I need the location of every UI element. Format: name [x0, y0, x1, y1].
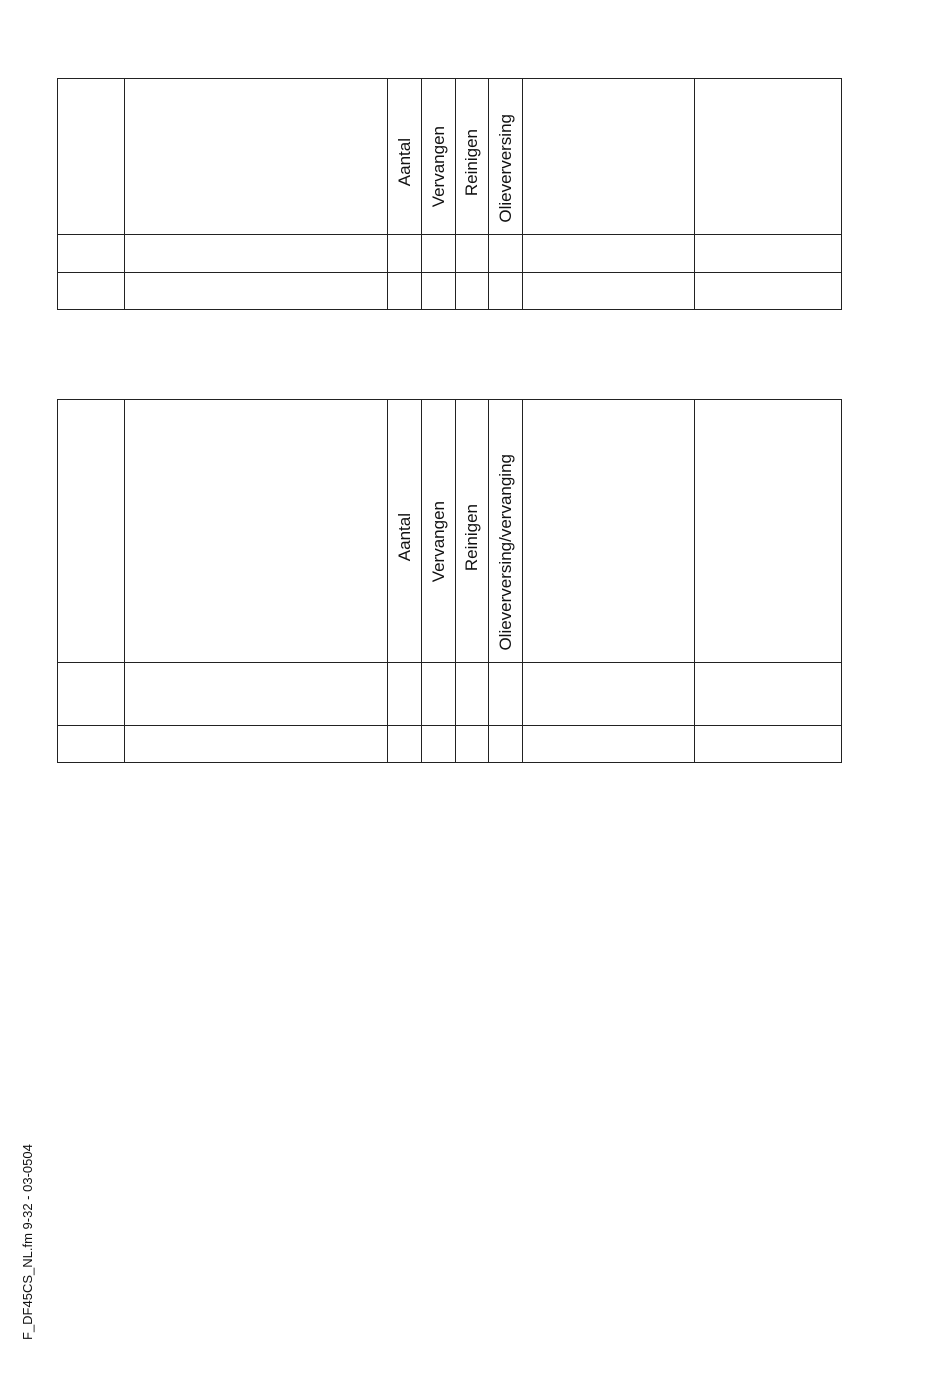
table-cell — [387, 663, 421, 725]
maintenance-table-2 — [57, 399, 842, 763]
maintenance-table-1 — [57, 78, 842, 310]
header-label-aantal: Aantal — [394, 512, 414, 561]
header-cell-blank-1 — [522, 79, 694, 234]
header-cell-reinigen — [455, 79, 488, 234]
table-cell — [455, 273, 488, 309]
table-cell — [124, 726, 387, 762]
table-cell — [694, 663, 841, 725]
table-cell — [387, 726, 421, 762]
table-cell — [124, 235, 387, 272]
table-cell — [455, 726, 488, 762]
table-cell — [58, 663, 124, 725]
table-cell — [387, 235, 421, 272]
table-cell — [488, 235, 522, 272]
table-row — [58, 725, 841, 762]
table-cell — [421, 235, 455, 272]
header-cell-blank-1 — [522, 400, 694, 662]
header-label-vervangen: Vervangen — [428, 125, 448, 207]
table-cell — [522, 663, 694, 725]
table-cell — [522, 726, 694, 762]
header-cell-description — [124, 400, 387, 662]
table-cell — [694, 726, 841, 762]
header-label-aantal: Aantal — [394, 137, 414, 186]
header-cell-number — [58, 400, 124, 662]
header-label-reinigen: Reinigen — [462, 503, 481, 571]
header-cell-reinigen — [455, 400, 488, 662]
header-cell-olieverversing — [488, 79, 522, 234]
table-cell — [488, 663, 522, 725]
header-cell-number — [58, 79, 124, 234]
table-cell — [522, 235, 694, 272]
header-label-reinigen: Reinigen — [462, 128, 481, 196]
table-cell — [421, 273, 455, 309]
table-row — [58, 272, 841, 309]
table-cell — [387, 273, 421, 309]
header-cell-blank-2 — [694, 400, 841, 662]
table-cell — [421, 663, 455, 725]
header-label-vervangen: Vervangen — [428, 500, 448, 582]
table-cell — [58, 273, 124, 309]
document-footer: F_DF45CS_NL.fm 9-32 - 03-0504 — [20, 1144, 35, 1340]
table-cell — [488, 273, 522, 309]
header-cell-blank-2 — [694, 79, 841, 234]
table-cell — [455, 663, 488, 725]
table-header-row — [58, 79, 841, 234]
table-row — [58, 234, 841, 272]
header-cell-aantal — [387, 79, 421, 234]
table-cell — [124, 273, 387, 309]
header-cell-description — [124, 79, 387, 234]
header-label-olieverversing: Olieverversing — [495, 114, 515, 223]
table-cell — [522, 273, 694, 309]
table-row — [58, 662, 841, 725]
table-cell — [58, 235, 124, 272]
header-cell-aantal — [387, 400, 421, 662]
table-cell — [58, 726, 124, 762]
table-header-row — [58, 400, 841, 662]
header-cell-olieverversing-vervanging — [488, 400, 522, 662]
table-cell — [455, 235, 488, 272]
table-cell — [124, 663, 387, 725]
table-cell — [488, 726, 522, 762]
table-cell — [421, 726, 455, 762]
table-cell — [694, 235, 841, 272]
table-cell — [694, 273, 841, 309]
header-label-olieverversing-vervanging: Olieverversing/vervanging — [495, 454, 515, 651]
header-cell-vervangen — [421, 79, 455, 234]
header-cell-vervangen — [421, 400, 455, 662]
